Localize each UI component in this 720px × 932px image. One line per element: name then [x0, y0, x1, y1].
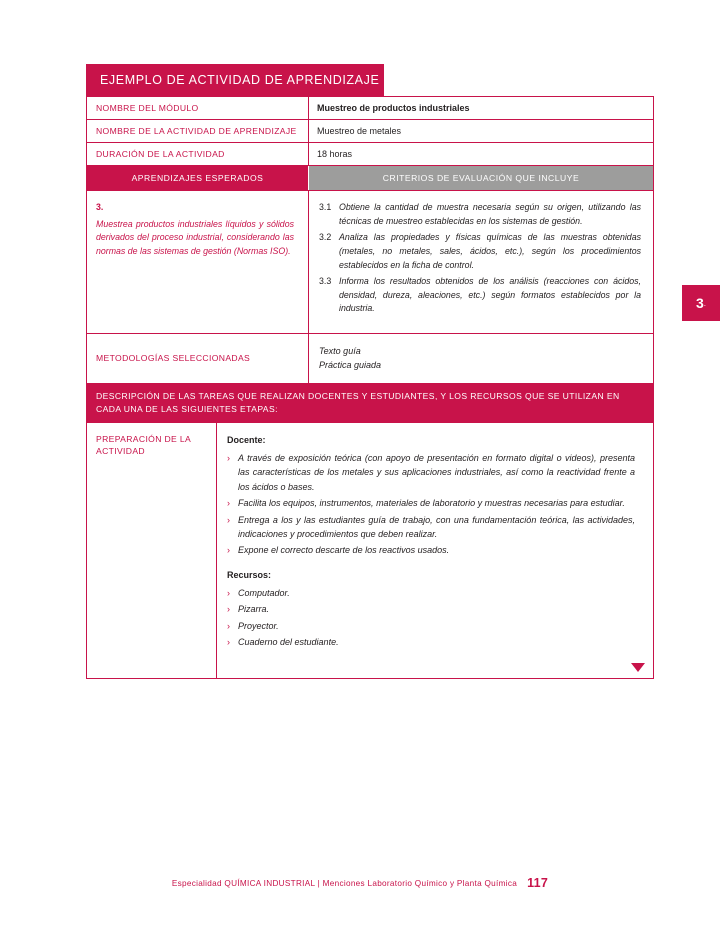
descripcion-band: DESCRIPCIÓN DE LAS TAREAS QUE REALIZAN DOCENTES Y ESTUDIANTES, Y LOS RECURSOS QUE SE UTILIZAN EN CADA UNA DE LAS SIGUIENTES ETAPAS: — [87, 384, 653, 423]
criterio-item — [319, 201, 641, 228]
list-item — [227, 602, 635, 616]
section-header-band — [87, 166, 653, 191]
list-item-text: Facilita los equipos, instrumentos, materiales de laboratorio y muestras necesarias para estudiar. — [238, 498, 625, 509]
label-modulo: NOMBRE DEL MÓDULO — [87, 97, 309, 119]
chevron-right-icon: › — [227, 604, 230, 615]
chevron-right-icon: › — [227, 588, 230, 599]
list-item — [227, 496, 635, 510]
list-item-text: Computador. — [238, 588, 290, 599]
criterio-text: Analiza las propiedades y físicas químicas de las muestras obtenidas (metales, no metales, sales, ácidos, etc.), según los procedimientos establecidos en la ficha de control. — [339, 232, 641, 270]
chevron-right-icon: › — [227, 498, 230, 509]
page-title: EJEMPLO DE ACTIVIDAD DE APRENDIZAJE — [100, 73, 380, 87]
criterio-number: 3.2 — [319, 232, 332, 243]
list-item-text: A través de exposición teórica (con apoyo de presentación en formato digital o videos), presenta las características de los metales y sus aplicaciones industriales, así como la reactividad frente a los ácidos o bases. — [238, 452, 635, 492]
aprendizaje-number: 3. — [96, 202, 104, 212]
metodologia-item: Práctica guiada — [319, 360, 382, 371]
criterio-number: 3.3 — [319, 276, 332, 287]
label-duracion: DURACIÓN DE LA ACTIVIDAD — [87, 143, 309, 165]
label-actividad: NOMBRE DE LA ACTIVIDAD DE APRENDIZAJE — [87, 120, 309, 142]
chevron-right-icon: › — [227, 620, 230, 631]
criterios-cell — [309, 191, 653, 333]
list-item — [227, 635, 635, 649]
criterio-text: Informa los resultados obtenidos de los análisis (reacciones con ácidos, densidad, dureza, aleaciones, etc.) según formatos establecidos por la industria. — [339, 276, 641, 314]
list-item — [227, 513, 635, 542]
header-criterios-evaluacion: CRITERIOS DE EVALUACIÓN QUE INCLUYE — [309, 166, 653, 190]
label-metodologias: METODOLOGÍAS SELECCIONADAS — [87, 334, 309, 383]
list-item — [227, 586, 635, 600]
footer-text: Especialidad QUÍMICA INDUSTRIAL | Menciones Laboratorio Químico y Planta Química — [171, 879, 518, 888]
page-footer — [0, 876, 720, 890]
table-row-modulo — [87, 97, 653, 120]
table-row-actividad — [87, 120, 653, 143]
label-preparacion: PREPARACIÓN DE LA ACTIVIDAD — [87, 423, 217, 678]
outcomes-row — [87, 191, 653, 334]
page-number: 117 — [527, 876, 549, 890]
side-chapter-number: 3 — [695, 295, 704, 311]
list-item — [227, 543, 635, 557]
metodologia-item: Texto guía — [319, 346, 361, 356]
chevron-right-icon: › — [227, 637, 230, 648]
list-item-text: Cuaderno del estudiante. — [238, 637, 339, 648]
page-title-tab — [86, 64, 384, 96]
preparacion-row — [87, 423, 653, 678]
criterio-number: 3.1 — [319, 202, 332, 212]
list-item-text: Proyector. — [238, 620, 279, 631]
aprendizaje-esperado-cell — [87, 191, 309, 333]
recursos-title: Recursos: — [227, 569, 272, 580]
header-aprendizajes-esperados: APRENDIZAJES ESPERADOS — [87, 166, 309, 190]
docente-title: Docente: — [227, 434, 266, 445]
value-actividad: Muestreo de metales — [317, 126, 402, 136]
side-chapter-suffix: . — [703, 298, 707, 308]
preparacion-content — [217, 423, 653, 678]
value-duracion: 18 horas — [317, 149, 353, 159]
list-item — [227, 451, 635, 494]
continuation-arrow-icon — [631, 663, 645, 672]
criterio-item — [319, 275, 641, 316]
metodologias-row — [87, 334, 653, 384]
chevron-right-icon: › — [227, 514, 230, 525]
chevron-right-icon: › — [227, 545, 230, 556]
list-item — [227, 619, 635, 633]
list-item-text: Pizarra. — [238, 604, 270, 615]
list-item-text: Entrega a los y las estudiantes guía de trabajo, con una fundamentación teórica, las actividades, indicaciones y procedimientos que deben realizar. — [238, 514, 635, 539]
criterio-item — [319, 231, 641, 272]
criterio-text: Obtiene la cantidad de muestra necesaria según su origen, utilizando las técnicas de muestreo establecidas en los sistemas de gestión. — [339, 202, 641, 226]
metodologias-values — [309, 334, 653, 383]
table-row-duracion — [87, 143, 653, 166]
side-chapter-tab — [682, 285, 720, 321]
spacer — [227, 560, 635, 568]
list-item-text: Expone el correcto descarte de los reactivos usados. — [238, 545, 450, 556]
aprendizaje-text: Muestrea productos industriales líquidos y sólidos derivados del proceso industrial, considerando las normas de las sistemas de gestión (Normas ISO). — [96, 218, 294, 256]
activity-table — [86, 96, 654, 679]
chevron-right-icon: › — [227, 452, 230, 463]
value-modulo: Muestreo de productos industriales — [317, 103, 470, 113]
